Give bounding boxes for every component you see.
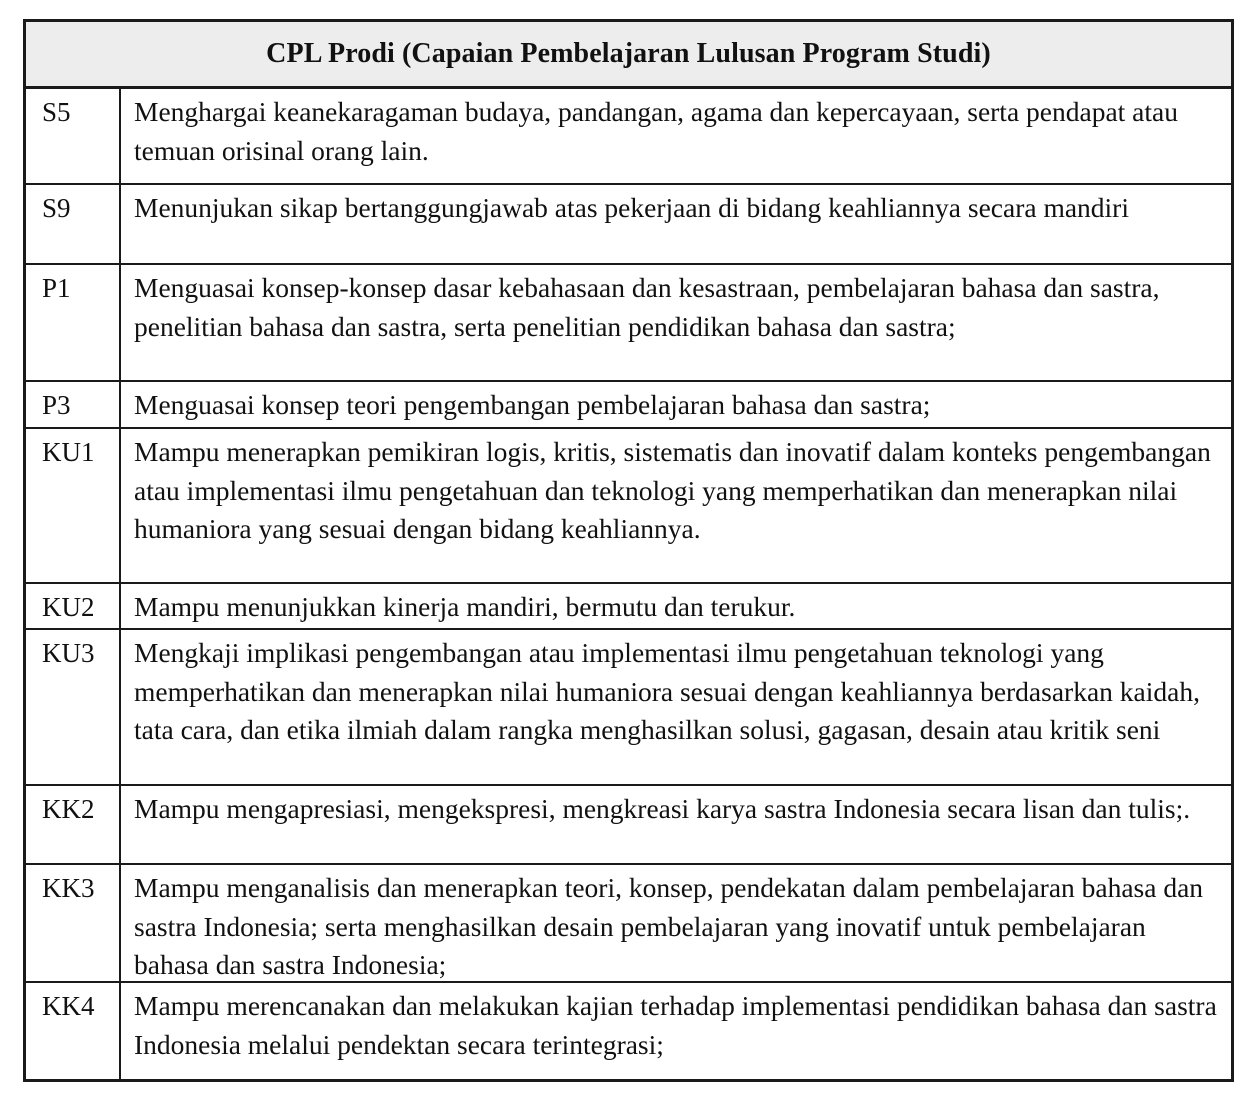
table-row (26, 630, 1231, 786)
row-code: P1 (26, 265, 121, 380)
row-code: P3 (26, 382, 121, 427)
row-code: KK3 (26, 865, 121, 981)
table-row (26, 786, 1231, 865)
cpl-table (23, 19, 1234, 1082)
row-description: Mengkaji implikasi pengembangan atau implementasi ilmu pengetahuan teknologi yang memperhatikan dan menerapkan nilai humaniora sesuai dengan keahliannya berdasarkan kaidah, tata cara, dan etika ilmiah dalam rangka menghasilkan solusi, gagasan, desain atau kritik seni (134, 637, 1200, 745)
row-description: Mampu menerapkan pemikiran logis, kritis, sistematis dan inovatif dalam konteks pengembangan atau implementasi ilmu pengetahuan dan teknologi yang memperhatikan dan menerapkan nilai humaniora yang sesuai dengan bidang keahliannya. (134, 436, 1211, 544)
row-description: Mampu merencanakan dan melakukan kajian terhadap implementasi pendidikan bahasa dan sastra Indonesia melalui pendektan secara terintegrasi; (134, 990, 1217, 1060)
row-code: S5 (26, 89, 121, 183)
row-code: KU2 (26, 584, 121, 628)
table-row (26, 429, 1231, 584)
table-row (26, 185, 1231, 265)
row-code: S9 (26, 185, 121, 263)
row-code: KU3 (26, 630, 121, 784)
row-description: Menghargai keanekaragaman budaya, pandangan, agama dan kepercayaan, serta pendapat atau temuan orisinal orang lain. (134, 96, 1178, 166)
row-description: Menguasai konsep-konsep dasar kebahasaan dan kesastraan, pembelajaran bahasa dan sastra, penelitian bahasa dan sastra, serta penelitian pendidikan bahasa dan sastra; (134, 272, 1160, 342)
row-description: Mampu menganalisis dan menerapkan teori, konsep, pendekatan dalam pembelajaran bahasa dan sastra Indonesia; serta menghasilkan desain pembelajaran yang inovatif untuk pembelajaran bahasa dan sastra Indonesia; (134, 872, 1204, 980)
table-row (26, 584, 1231, 630)
row-description: Menunjukan sikap bertanggungjawab atas pekerjaan di bidang keahliannya secara mandiri (134, 192, 1129, 223)
table-row (26, 89, 1231, 185)
table-row (26, 865, 1231, 983)
row-code: KK4 (26, 983, 121, 1079)
row-code: KU1 (26, 429, 121, 582)
row-description: Menguasai konsep teori pengembangan pembelajaran bahasa dan sastra; (134, 389, 931, 420)
table-row (26, 382, 1231, 429)
row-code: KK2 (26, 786, 121, 863)
table-title: CPL Prodi (Capaian Pembelajaran Lulusan Program Studi) (26, 22, 1231, 89)
table-row (26, 265, 1231, 382)
row-description: Mampu menunjukkan kinerja mandiri, bermutu dan terukur. (134, 591, 796, 622)
table-row (26, 983, 1231, 1079)
row-description: Mampu mengapresiasi, mengekspresi, mengkreasi karya sastra Indonesia secara lisan dan tulis;. (134, 793, 1191, 824)
